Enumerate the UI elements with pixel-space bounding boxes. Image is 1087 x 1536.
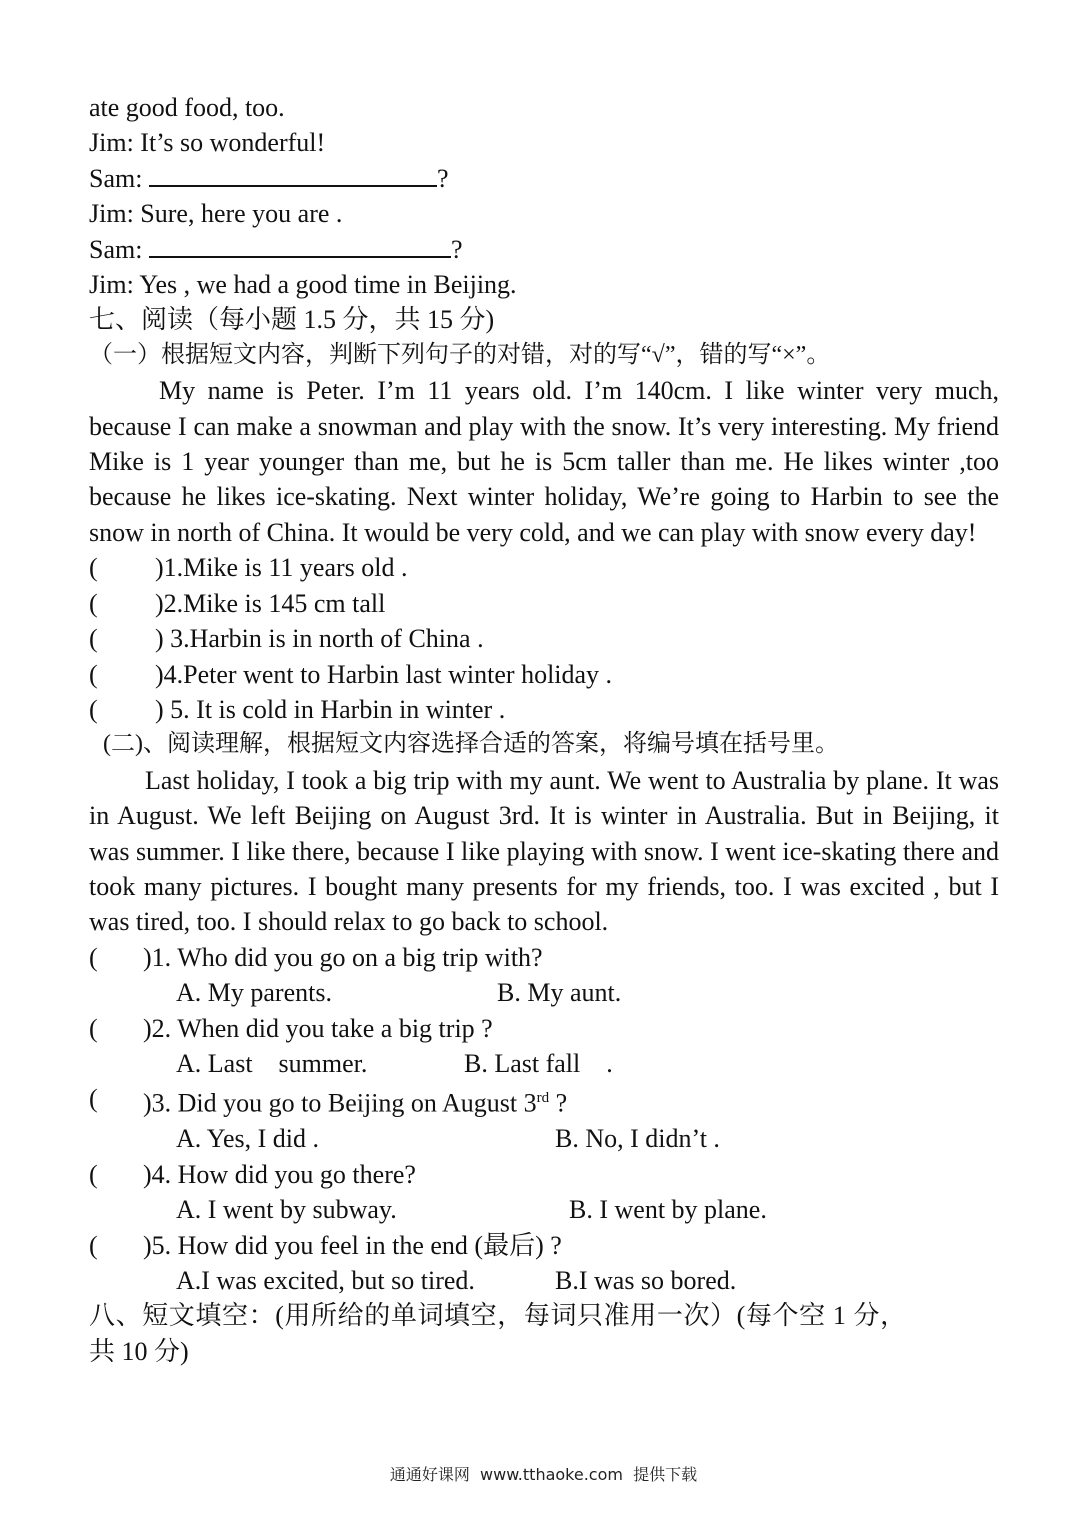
question-text: )5. How did you feel in the end (最后) ? — [143, 1230, 562, 1260]
choice-options-4 — [89, 1192, 999, 1227]
page-footer: 通通好课网 www.tthaoke.com 提供下载 — [389, 1465, 698, 1484]
question-mark: ? — [436, 163, 449, 193]
choice-question-4 — [89, 1157, 999, 1192]
question-text-main: )3. Did you go to Beijing on August 3 — [143, 1089, 537, 1118]
dialogue-line-3 — [89, 161, 999, 196]
passage-2-text: Last holiday, I took a big trip with my aunt. We went to Australia by plane. It was in August. We left Beijing on August 3rd. It is winter in Australia. But in Beijing, it was summer. I like there, because I like playing with snow. I went ice-skating there and took many pictures. I bought many presents for my friends, too. I was excited , but I was tired, too. I should relax to go back to school. — [89, 765, 999, 937]
option-b: B.I was so bored. — [555, 1266, 737, 1295]
option-b: B. My aunt. — [497, 978, 622, 1008]
dialogue-line-6: Jim: Yes , we had a good time in Beijing. — [89, 270, 517, 300]
answer-paren[interactable]: ( — [89, 942, 98, 972]
option-a: A. Last summer. — [176, 1048, 368, 1078]
question-text: )2.Mike is 145 cm tall — [155, 588, 386, 618]
answer-paren[interactable]: ( — [89, 1230, 98, 1260]
option-b: B. Last fall . — [464, 1048, 613, 1078]
option-a: A. I went by subway. — [176, 1195, 397, 1225]
judge-question-5 — [89, 692, 999, 727]
dialogue-line-2: Jim: It’s so wonderful! — [89, 128, 326, 158]
choice-options-2 — [89, 1046, 999, 1081]
option-a: A.I was excited, but so tired. — [176, 1266, 475, 1295]
question-text: )2. When did you take a big trip ? — [143, 1013, 493, 1043]
ordinal-suffix: rd — [536, 1090, 550, 1107]
question-text: ) 3.Harbin is in north of China . — [155, 624, 484, 654]
section-8-title: 八、短文填空：(用所给的单词填空，每词只准用一次）(每个空 1 分， — [89, 1301, 907, 1331]
question-text-end: ? — [549, 1089, 568, 1118]
judge-question-1 — [89, 550, 999, 585]
answer-paren[interactable]: ( — [89, 1084, 98, 1114]
choice-question-5 — [89, 1228, 999, 1263]
question-text — [143, 1081, 567, 1121]
option-a: A. My parents. — [176, 978, 332, 1008]
judge-question-3 — [89, 621, 999, 656]
section-7-part-2-instruction: (二)、阅读理解，根据短文内容选择合适的答案，将编号填在括号里。 — [103, 731, 839, 758]
answer-paren[interactable]: ( — [89, 1013, 98, 1043]
choice-options-1 — [89, 975, 999, 1010]
reading-passage-2 — [89, 763, 999, 940]
answer-paren[interactable]: ( — [89, 624, 98, 654]
choice-question-3 — [89, 1081, 999, 1121]
section-7-part-1-instruction: （一）根据短文内容，判断下列句子的对错，对的写“√”，错的写“×”。 — [89, 341, 831, 368]
choice-question-2 — [89, 1011, 999, 1046]
judge-question-4 — [89, 657, 999, 692]
answer-paren[interactable]: ( — [89, 1159, 98, 1189]
reading-passage-1 — [89, 373, 999, 550]
speaker-label: Sam: — [89, 163, 149, 193]
section-8-title-cont: 共 10 分) — [89, 1336, 189, 1366]
question-text: )4.Peter went to Harbin last winter holiday . — [155, 659, 613, 689]
passage-1-text: My name is Peter. I’m 11 years old. I’m 140cm. I like winter very much, because I can make a snowman and play with the snow. It’s very interesting. My friend Mike is 1 year younger than me, but he is 5cm taller than me. He likes winter ,too because he likes ice-skating. Next winter holiday, We’re going to Harbin to see the snow in north of China. It would be very cold, and we can play with snow every day! — [89, 376, 999, 547]
option-b: B. No, I didn’t . — [555, 1124, 720, 1154]
answer-blank-1[interactable] — [149, 163, 437, 187]
speaker-label: Sam: — [89, 234, 149, 264]
dialogue-line-5 — [89, 232, 999, 267]
question-text: )1.Mike is 11 years old . — [155, 553, 408, 583]
answer-paren[interactable]: ( — [89, 694, 98, 724]
option-a: A. Yes, I did . — [176, 1124, 320, 1154]
judge-question-2 — [89, 586, 999, 621]
option-b: B. I went by plane. — [569, 1195, 767, 1225]
answer-paren[interactable]: ( — [89, 588, 98, 618]
answer-paren[interactable]: ( — [89, 659, 98, 689]
exam-page — [89, 90, 999, 1369]
choice-question-1 — [89, 940, 999, 975]
choice-options-3 — [89, 1121, 999, 1156]
dialogue-line-4: Jim: Sure, here you are . — [89, 199, 343, 229]
question-text: )4. How did you go there? — [143, 1159, 416, 1189]
answer-blank-2[interactable] — [149, 234, 451, 258]
question-mark: ? — [450, 234, 463, 264]
question-text: )1. Who did you go on a big trip with? — [143, 942, 543, 972]
question-text: ) 5. It is cold in Harbin in winter . — [155, 694, 506, 724]
section-7-title: 七、阅读（每小题 1.5 分，共 15 分) — [89, 305, 495, 335]
choice-options-5 — [89, 1263, 999, 1298]
dialogue-line-1: ate good food, too. — [89, 93, 285, 122]
answer-paren[interactable]: ( — [89, 553, 98, 583]
